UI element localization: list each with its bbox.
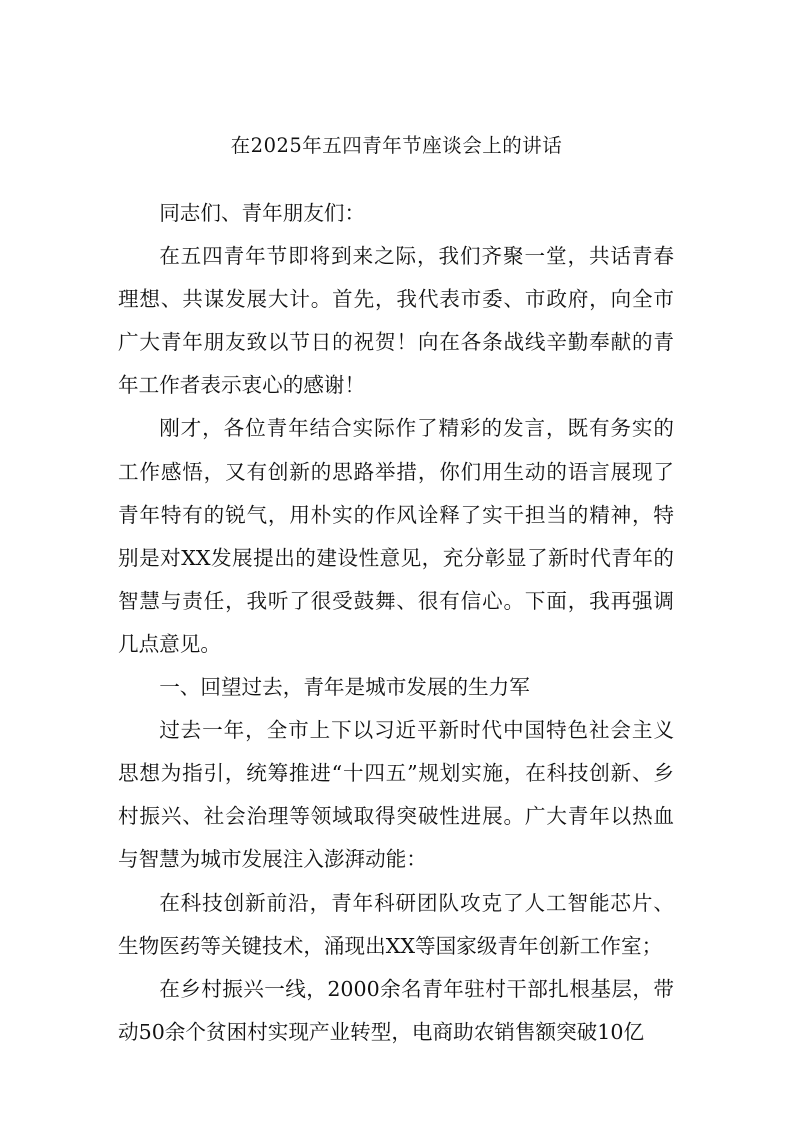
section-heading: 一、回望过去，青年是城市发展的生力军 [159,675,530,700]
document-title: 在2025年五四青年节座谈会上的讲话 [230,134,563,157]
body-paragraph: 过去一年，全市上下以习近平新时代中国特色社会主义思想为指引，统筹推进“十四五”规划实施，在科技创新、乡村振兴、社会治理等领域取得突破性进展。广大青年以热血与智慧为城市发展注入澎湃动能： [118,718,674,872]
body-paragraph: 在五四青年节即将到来之际，我们齐聚一堂，共话青春理想、共谋发展大计。首先，我代表市委、市政府，向全市广大青年朋友致以节日的祝贺！向在各条战线辛勤奉献的青年工作者表示衷心的感谢！ [118,244,674,398]
body-paragraph: 刚才，各位青年结合实际作了精彩的发言，既有务实的工作感悟，又有创新的思路举措，你们用生动的语言展现了青年特有的锐气，用朴实的作风诠释了实干担当的精神，特别是对XX发展提出的建设性意见，充分彰显了新时代青年的智慧与责任，我听了很受鼓舞、很有信心。下面，我再强调几点意见。 [118,416,674,656]
document-body [118,192,674,1054]
salutation-paragraph: 同志们、青年朋友们： [159,201,366,225]
body-paragraph: 在科技创新前沿，青年科研团队攻克了人工智能芯片、生物医药等关键技术，涌现出XX等国家级青年创新工作室； [118,890,674,958]
body-paragraph: 在乡村振兴一线，2000余名青年驻村干部扎根基层，带动50余个贫困村实现产业转型，电商助农销售额突破10亿 [118,976,674,1044]
